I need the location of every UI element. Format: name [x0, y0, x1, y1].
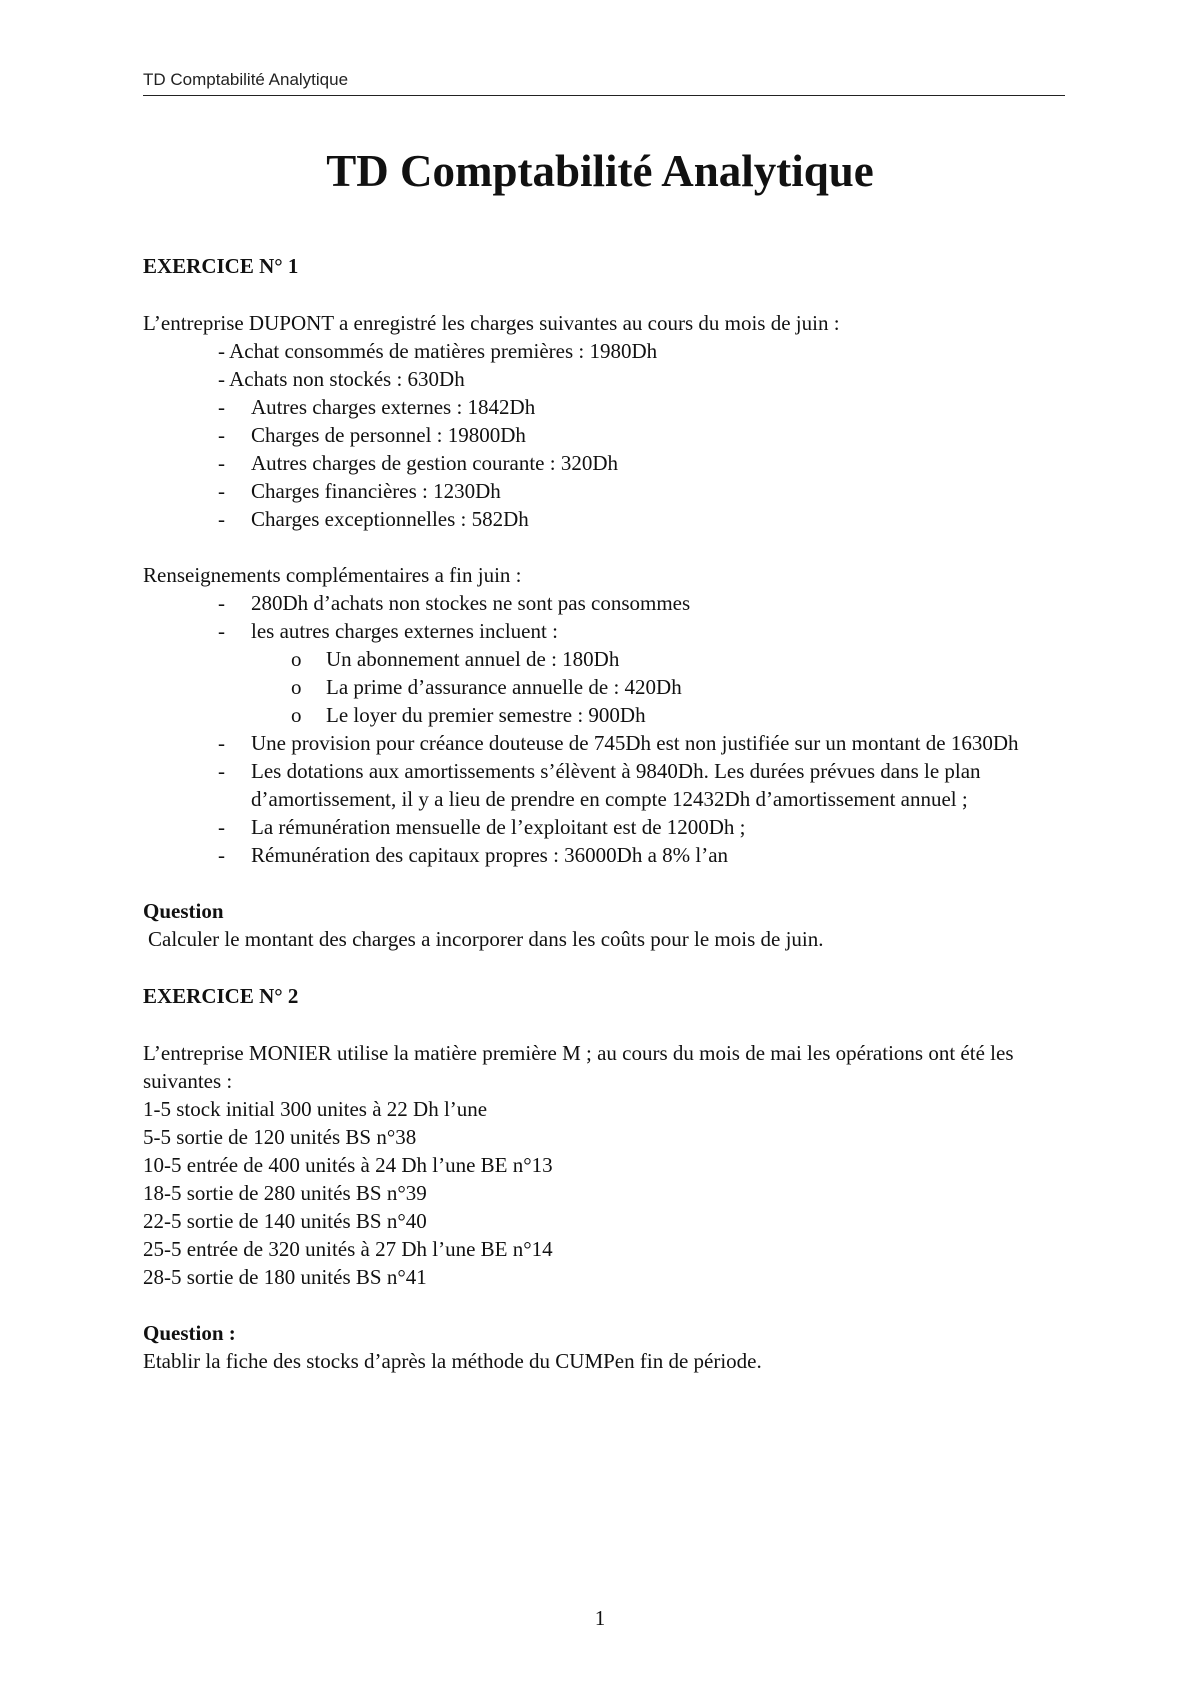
exercise1-heading: EXERCICE N° 1 — [143, 254, 299, 278]
running-header: TD Comptabilité Analytique — [143, 70, 349, 89]
exercise1-question-text: Calculer le montant des charges a incorporer dans les coûts pour le mois de juin. — [148, 927, 824, 951]
operation-line: 28-5 sortie de 180 unités BS n°41 — [143, 1265, 427, 1289]
info-item: - Rémunération des capitaux propres : 36000Dh a 8% l’an — [218, 843, 729, 867]
info-intro: Renseignements complémentaires a fin juin : — [143, 563, 522, 587]
info-subitem: o Le loyer du premier semestre : 900Dh — [291, 703, 646, 727]
operation-line: 18-5 sortie de 280 unités BS n°39 — [143, 1181, 427, 1205]
info-item: - Une provision pour créance douteuse de 745Dh est non justifiée sur un montant de 1630Dh — [218, 731, 1019, 755]
info-subitem: o Un abonnement annuel de : 180Dh — [291, 647, 620, 671]
charge-item: - Charges de personnel : 19800Dh — [218, 423, 526, 447]
charge-item: - Achat consommés de matières premières : 1980Dh — [218, 339, 658, 363]
info-item: - Les dotations aux amortissements s’élèvent à 9840Dh. Les durées prévues dans le plan d’amortissement, il y a lieu de prendre en compte 12432Dh d’amortissement annuel ; — [218, 759, 981, 811]
charge-item: - Autres charges de gestion courante : 320Dh — [218, 451, 619, 475]
operation-line: 22-5 sortie de 140 unités BS n°40 — [143, 1209, 427, 1233]
header-divider — [143, 95, 1065, 96]
info-item: - La rémunération mensuelle de l’exploitant est de 1200Dh ; — [218, 815, 746, 839]
exercise1-intro: L’entreprise DUPONT a enregistré les charges suivantes au cours du mois de juin : — [143, 311, 840, 335]
operation-line: 1-5 stock initial 300 unites à 22 Dh l’une — [143, 1097, 488, 1121]
page-number: 1 — [594, 1606, 606, 1630]
exercise2-heading: EXERCICE N° 2 — [143, 984, 299, 1008]
exercise2-intro: L’entreprise MONIER utilise la matière première M ; au cours du mois de mai les opérations ont été les suivantes : — [143, 1041, 1014, 1093]
charge-item: - Charges exceptionnelles : 582Dh — [218, 507, 529, 531]
operation-line: 5-5 sortie de 120 unités BS n°38 — [143, 1125, 417, 1149]
info-item: - les autres charges externes incluent : — [218, 619, 558, 643]
info-item: - 280Dh d’achats non stockes ne sont pas consommes — [218, 591, 691, 615]
operation-line: 10-5 entrée de 400 unités à 24 Dh l’une BE n°13 — [143, 1153, 553, 1177]
document-title: TD Comptabilité Analytique — [326, 146, 874, 196]
document-body — [143, 252, 1068, 1375]
exercise1-question-label: Question — [143, 899, 224, 923]
operation-line: 25-5 entrée de 320 unités à 27 Dh l’une BE n°14 — [143, 1237, 553, 1261]
info-subitem: o La prime d’assurance annuelle de : 420Dh — [291, 675, 682, 699]
charge-item: - Achats non stockés : 630Dh — [218, 367, 465, 391]
exercise2-question-label: Question : — [143, 1321, 236, 1345]
charge-item: - Autres charges externes : 1842Dh — [218, 395, 536, 419]
charge-item: - Charges financières : 1230Dh — [218, 479, 501, 503]
exercise2-question-text: Etablir la fiche des stocks d’après la méthode du CUMPen fin de période. — [143, 1349, 762, 1373]
